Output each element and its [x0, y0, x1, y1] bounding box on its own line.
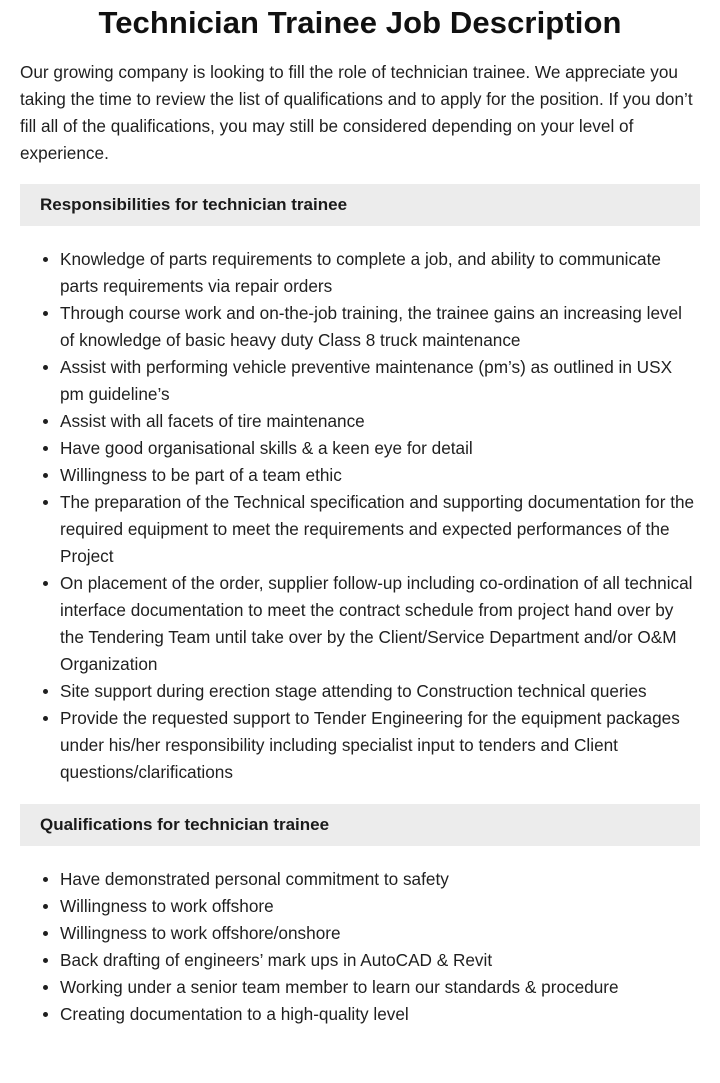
- list-item: Assist with all facets of tire maintenance: [20, 408, 700, 435]
- list-item: Back drafting of engineers’ mark ups in AutoCAD & Revit: [20, 947, 700, 974]
- qualifications-list: [20, 866, 700, 1028]
- list-item: Have good organisational skills & a keen eye for detail: [20, 435, 700, 462]
- qualifications-heading: Qualifications for technician trainee: [20, 804, 700, 846]
- responsibilities-list: [20, 246, 700, 786]
- list-item: Knowledge of parts requirements to complete a job, and ability to communicate parts requirements via repair orders: [20, 246, 700, 300]
- list-item: Willingness to work offshore: [20, 893, 700, 920]
- list-item: Willingness to work offshore/onshore: [20, 920, 700, 947]
- page-title: Technician Trainee Job Description: [98, 5, 622, 40]
- list-item: The preparation of the Technical specification and supporting documentation for the required equipment to meet the requirements and expected performances of the Project: [20, 489, 700, 570]
- list-item: Working under a senior team member to learn our standards & procedure: [20, 974, 700, 1001]
- list-item: Creating documentation to a high-quality level: [20, 1001, 700, 1028]
- list-item: Willingness to be part of a team ethic: [20, 462, 700, 489]
- list-item: On placement of the order, supplier follow-up including co-ordination of all technical interface documentation to meet the contract schedule from project hand over by the Tendering Team until take over by the Client/Service Department and/or O&M Organization: [20, 570, 700, 678]
- intro-paragraph: Our growing company is looking to fill the role of technician trainee. We appreciate you taking the time to review the list of qualifications and to apply for the position. If you don’t fill all of the qualifications, you may still be considered depending on your level of experience.: [20, 62, 693, 163]
- list-item: Have demonstrated personal commitment to safety: [20, 866, 700, 893]
- list-item: Assist with performing vehicle preventive maintenance (pm’s) as outlined in USX pm guideline’s: [20, 354, 700, 408]
- list-item: Provide the requested support to Tender Engineering for the equipment packages under his/her responsibility including specialist input to tenders and Client questions/clarifications: [20, 705, 700, 786]
- responsibilities-heading: Responsibilities for technician trainee: [20, 184, 700, 226]
- list-item: Through course work and on-the-job training, the trainee gains an increasing level of knowledge of basic heavy duty Class 8 truck maintenance: [20, 300, 700, 354]
- list-item: Site support during erection stage attending to Construction technical queries: [20, 678, 700, 705]
